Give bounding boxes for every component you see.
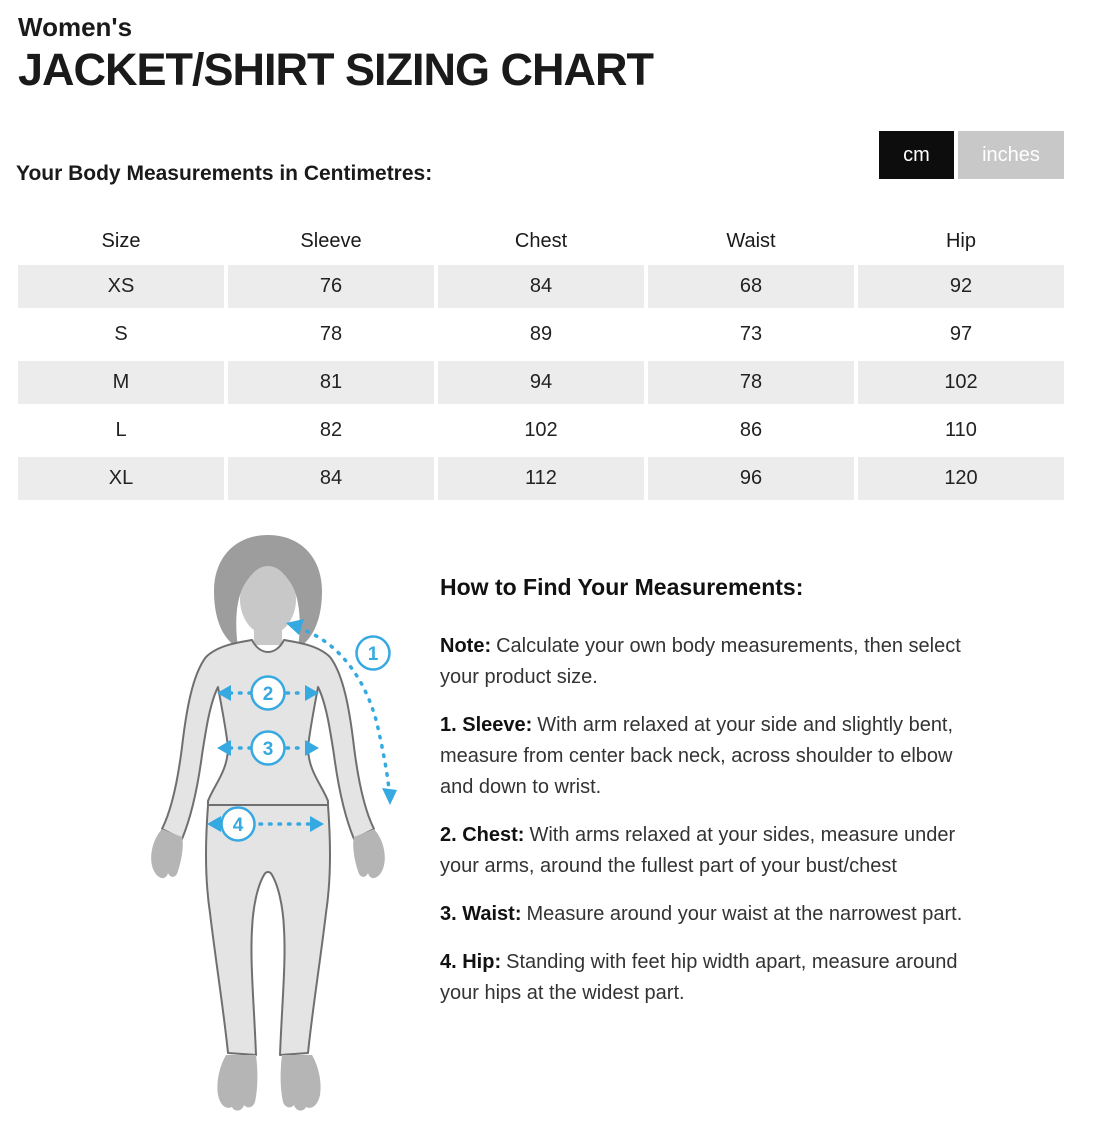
instruction-chest-label: 2. Chest: <box>440 824 525 846</box>
marker-3-number: 3 <box>262 739 274 760</box>
size-table <box>18 219 1064 505</box>
instructions-section <box>440 574 964 1026</box>
table-cell: 68 <box>648 265 854 308</box>
instruction-chest <box>440 820 964 882</box>
table-cell: L <box>115 419 127 441</box>
table-row-s <box>18 313 1064 356</box>
marker-2-number: 2 <box>262 684 274 705</box>
column-header-sleeve: Sleeve <box>300 229 362 252</box>
body-measurement-diagram <box>140 533 430 1113</box>
figure-legs <box>206 805 330 1055</box>
table-cell: 97 <box>949 323 973 345</box>
marker-1-number: 1 <box>367 644 379 665</box>
table-cell: M <box>18 361 224 404</box>
table-cell: 102 <box>524 419 558 441</box>
instruction-waist-label: 3. Waist: <box>440 903 522 925</box>
table-row-xl <box>18 457 1064 500</box>
table-cell: 110 <box>945 419 977 441</box>
instruction-sleeve <box>440 710 964 803</box>
page-title: JACKET/SHIRT SIZING CHART <box>18 44 654 95</box>
table-row-m <box>18 361 1064 404</box>
table-cell: 76 <box>228 265 434 308</box>
marker-4-number: 4 <box>232 815 244 836</box>
table-cell: 78 <box>648 361 854 404</box>
table-row-l <box>18 409 1064 452</box>
table-cell: 84 <box>438 265 644 308</box>
column-header-chest: Chest <box>514 229 568 252</box>
instruction-hip <box>440 947 964 1009</box>
table-cell: 94 <box>438 361 644 404</box>
column-header-hip: Hip <box>945 229 976 252</box>
table-cell: 82 <box>319 419 343 441</box>
table-cell: 112 <box>438 457 644 500</box>
table-cell: XL <box>18 457 224 500</box>
table-row-xs <box>18 265 1064 308</box>
instruction-hip-text: Standing with feet hip width apart, measure around your hips at the widest part. <box>440 951 958 1004</box>
instruction-sleeve-text: With arm relaxed at your side and slightly bent, measure from center back neck, across shoulder to elbow and down to wrist. <box>440 714 954 798</box>
instruction-waist-text: Measure around your waist at the narrowest part. <box>526 903 963 925</box>
instruction-sleeve-label: 1. Sleeve: <box>440 714 533 736</box>
table-cell: 84 <box>228 457 434 500</box>
header-eyebrow: Women's <box>18 12 133 42</box>
figure-feet <box>217 1055 320 1111</box>
instruction-chest-text: With arms relaxed at your sides, measure under your arms, around the fullest part of your bust/chest <box>440 824 956 877</box>
table-cell: XS <box>18 265 224 308</box>
table-cell: 86 <box>739 419 763 441</box>
inches-button[interactable]: inches <box>958 131 1064 179</box>
table-cell: 102 <box>858 361 1064 404</box>
instruction-note <box>440 631 964 693</box>
body-figure-illustration <box>140 533 430 1113</box>
instruction-waist <box>440 899 964 930</box>
column-header-waist: Waist <box>726 229 776 252</box>
table-cell: 81 <box>228 361 434 404</box>
table-cell: 78 <box>319 323 343 345</box>
table-cell: 73 <box>739 323 763 345</box>
unit-toggle <box>879 131 1064 179</box>
instructions-heading: How to Find Your Measurements: <box>440 574 804 600</box>
instruction-note-label: Note: <box>440 635 492 657</box>
table-header-row <box>18 219 1064 263</box>
table-cell: 92 <box>858 265 1064 308</box>
instruction-hip-label: 4. Hip: <box>440 951 502 973</box>
table-cell: 120 <box>858 457 1064 500</box>
instruction-note-text: Calculate your own body measurements, then select your product size. <box>440 635 961 688</box>
cm-button[interactable]: cm <box>879 131 954 179</box>
table-cell: S <box>114 323 128 345</box>
column-header-size: Size <box>101 229 141 252</box>
units-label: Your Body Measurements in Centimetres: <box>16 162 433 185</box>
page-header <box>18 12 653 96</box>
table-cell: 96 <box>648 457 854 500</box>
table-cell: 89 <box>529 323 553 345</box>
